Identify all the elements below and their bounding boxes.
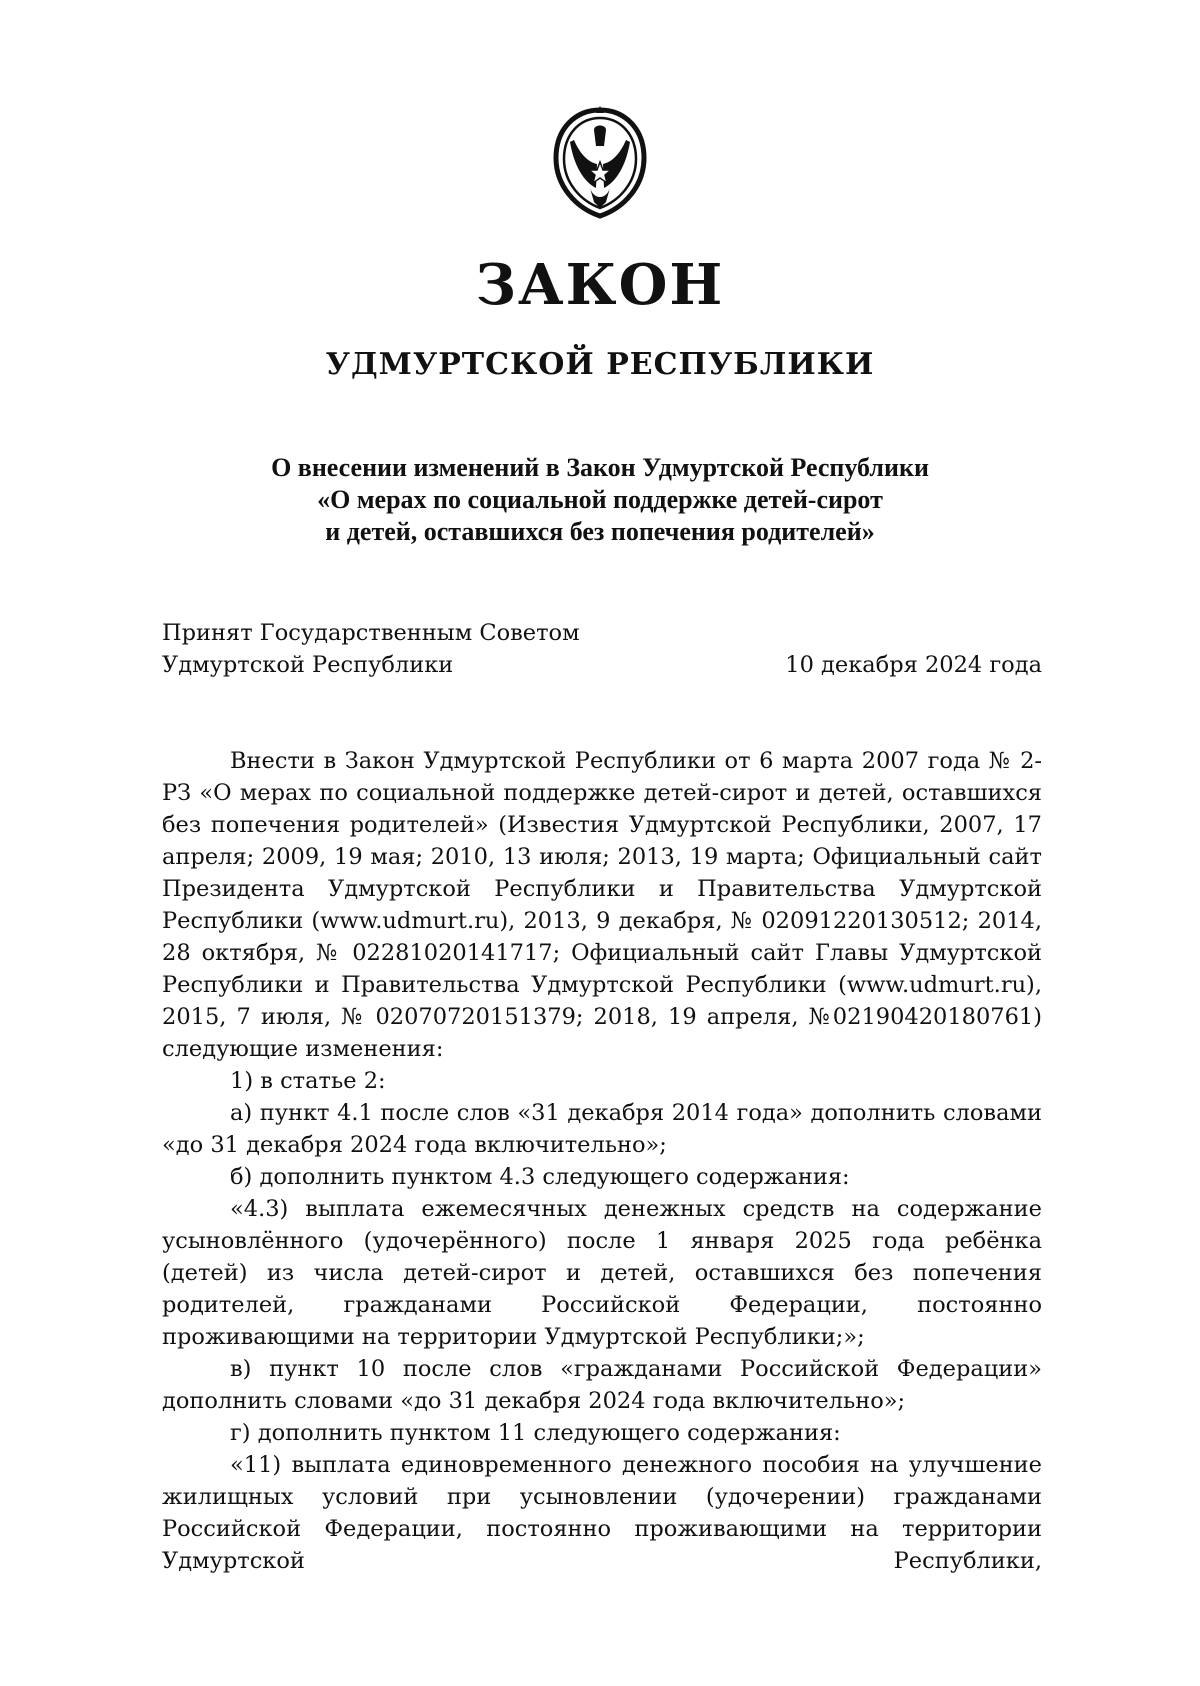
adoption-date: 10 декабря 2024 года bbox=[785, 652, 1042, 678]
udmurtia-coat-of-arms-icon bbox=[550, 104, 650, 220]
item-b-text: «4.3) выплата ежемесячных денежных средств на содержание усыновлённого (удочерённого) после 1 января 2025 года ребёнка (детей) из числа детей-сирот и детей, оставшихся без попечения родителей, гражданами Российской Федерации, постоянно проживающими на территории Удмуртской Республики;»; bbox=[162, 1196, 1042, 1350]
law-body bbox=[162, 745, 1042, 1577]
law-name-line: «О мерах по социальной поддержке детей-сирот bbox=[317, 485, 883, 514]
law-name-line: и детей, оставшихся без попечения родителей» bbox=[325, 517, 875, 546]
item-g-text: «11) выплата единовременного денежного пособия на улучшение жилищных условий при усыновлении (удочерении) гражданами Российской Федерации, постоянно проживающими на территории Удмуртской Республики, bbox=[162, 1452, 1042, 1574]
adoption-line-1: Принят Государственным Советом bbox=[162, 620, 580, 646]
adoption-line-2: Удмуртской Республики bbox=[162, 652, 454, 678]
intro-paragraph: Внести в Закон Удмуртской Республики от 6 марта 2007 года № 2-РЗ «О мерах по социальной поддержке детей-сирот и детей, оставшихся без попечения родителей» (Известия Удмуртской Республики, 2007, 17 апреля; 2009, 19 мая; 2010, 13 июля; 2013, 19 марта; Официальный сайт Президента Удмуртской Республики и Правительства Удмуртской Республики (www.udmurt.ru), 2013, 9 декабря, № 02091220130512; 2014, 28 октября, № 02281020141717; Официальный сайт Главы Удмуртской Республики и Правительства Удмуртской Республики (www.udmurt.ru), 2015, 7 июля, № 02070720151379; 2018, 19 апреля, №02190420180761) следующие изменения: bbox=[162, 748, 1042, 1062]
item-a: а) пункт 4.1 после слов «31 декабря 2014 года» дополнить словами «до 31 декабря 2024 года включительно»; bbox=[162, 1100, 1042, 1158]
law-name bbox=[150, 452, 1050, 548]
document-subtitle: УДМУРТСКОЙ РЕСПУБЛИКИ bbox=[325, 347, 875, 382]
item-1: 1) в статье 2: bbox=[230, 1068, 386, 1094]
item-v: в) пункт 10 после слов «гражданами Российской Федерации» дополнить словами «до 31 декабря 2024 года включительно»; bbox=[162, 1356, 1042, 1414]
item-b: б) дополнить пунктом 4.3 следующего содержания: bbox=[230, 1164, 850, 1190]
document-title: ЗАКОН bbox=[475, 252, 725, 318]
adoption-block bbox=[162, 617, 1042, 681]
item-g: г) дополнить пунктом 11 следующего содержания: bbox=[230, 1420, 841, 1446]
law-name-line: О внесении изменений в Закон Удмуртской Республики bbox=[271, 453, 929, 482]
adoption-row bbox=[162, 649, 1042, 681]
